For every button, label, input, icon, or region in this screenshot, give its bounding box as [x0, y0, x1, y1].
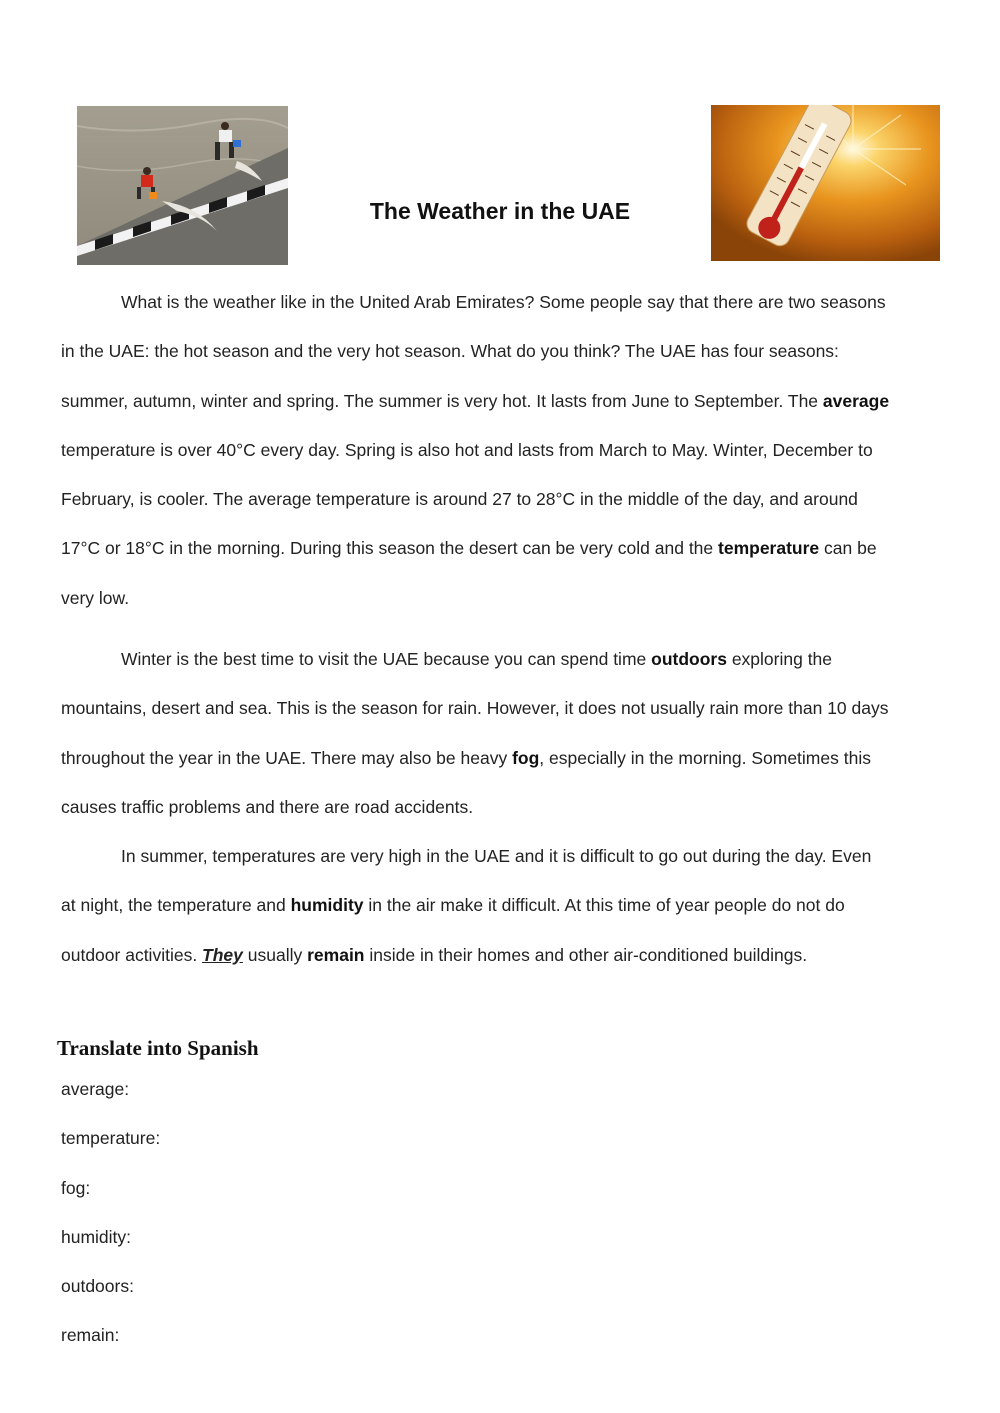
flooded-road-photo	[77, 106, 288, 265]
keyword-fog: fog	[512, 747, 540, 768]
vocab-item-humidity: humidity:	[61, 1226, 132, 1247]
text-line: in the UAE: the hot season and the very hot season. What do you think? The UAE has four seasons:	[61, 341, 839, 362]
text-line	[61, 881, 941, 930]
keyword-temperature: temperature	[718, 538, 820, 559]
text-span: throughout the year in the UAE. There may also be heavy	[61, 747, 513, 768]
keyword-outdoors: outdoors	[651, 649, 727, 669]
paragraph-weather-overview	[61, 278, 941, 623]
vocab-item-remain: remain:	[61, 1325, 120, 1346]
text-span: 17°C or 18°C in the morning. During this season the desert can be very cold and the	[61, 538, 719, 559]
text-span: summer, autumn, winter and spring. The summer is very hot. It lasts from June to September. The	[61, 390, 823, 411]
text-span: , especially in the morning. Sometimes this	[539, 747, 871, 768]
thermometer-sun-image	[711, 105, 940, 261]
text-line	[61, 734, 941, 783]
text-span: in the air make it difficult. At this time of year people do not do	[363, 895, 845, 916]
text-span: at night, the temperature and	[61, 895, 291, 916]
text-line: February, is cooler. The average temperature is around 27 to 28°C in the middle of the day, and around	[61, 489, 858, 510]
text-line: very low.	[61, 587, 130, 608]
keyword-they: They	[202, 944, 243, 965]
vocab-item-temperature: temperature:	[61, 1128, 161, 1149]
text-span: usually	[242, 944, 308, 965]
keyword-remain: remain	[307, 944, 365, 965]
text-span: Winter is the best time to visit the UAE because you can spend time	[121, 649, 652, 669]
paragraph-summer	[61, 832, 941, 980]
text-line	[61, 377, 941, 426]
text-line: What is the weather like in the United Arab Emirates? Some people say that there are two seasons	[121, 292, 886, 312]
vocab-item-average: average:	[61, 1079, 130, 1099]
page-title: The Weather in the UAE	[369, 198, 631, 224]
thermometer-photo	[711, 105, 940, 261]
paragraph-winter	[61, 635, 941, 832]
keyword-humidity: humidity	[290, 895, 364, 916]
text-line: causes traffic problems and there are road accidents.	[61, 796, 474, 817]
text-line	[61, 524, 941, 573]
text-span: outdoor activities.	[61, 944, 203, 965]
vocab-item-fog: fog:	[61, 1177, 91, 1198]
keyword-average: average	[822, 390, 890, 411]
text-line: mountains, desert and sea. This is the season for rain. However, it does not usually rain more than 10 days	[61, 698, 889, 719]
text-line	[61, 931, 941, 980]
text-line: temperature is over 40°C every day. Spring is also hot and lasts from March to May. Winter, December to	[61, 439, 873, 460]
text-line	[61, 635, 941, 684]
text-line: In summer, temperatures are very high in the UAE and it is difficult to go out during the day. Even	[121, 846, 872, 866]
vocabulary-list	[61, 1065, 160, 1361]
flooded-road-image	[77, 106, 288, 265]
text-span: can be	[819, 538, 877, 559]
vocab-item-outdoors: outdoors:	[61, 1276, 134, 1297]
translate-heading: Translate into Spanish	[57, 1036, 259, 1060]
text-span: inside in their homes and other air-conditioned buildings.	[364, 944, 808, 965]
text-span: exploring the	[726, 649, 833, 669]
